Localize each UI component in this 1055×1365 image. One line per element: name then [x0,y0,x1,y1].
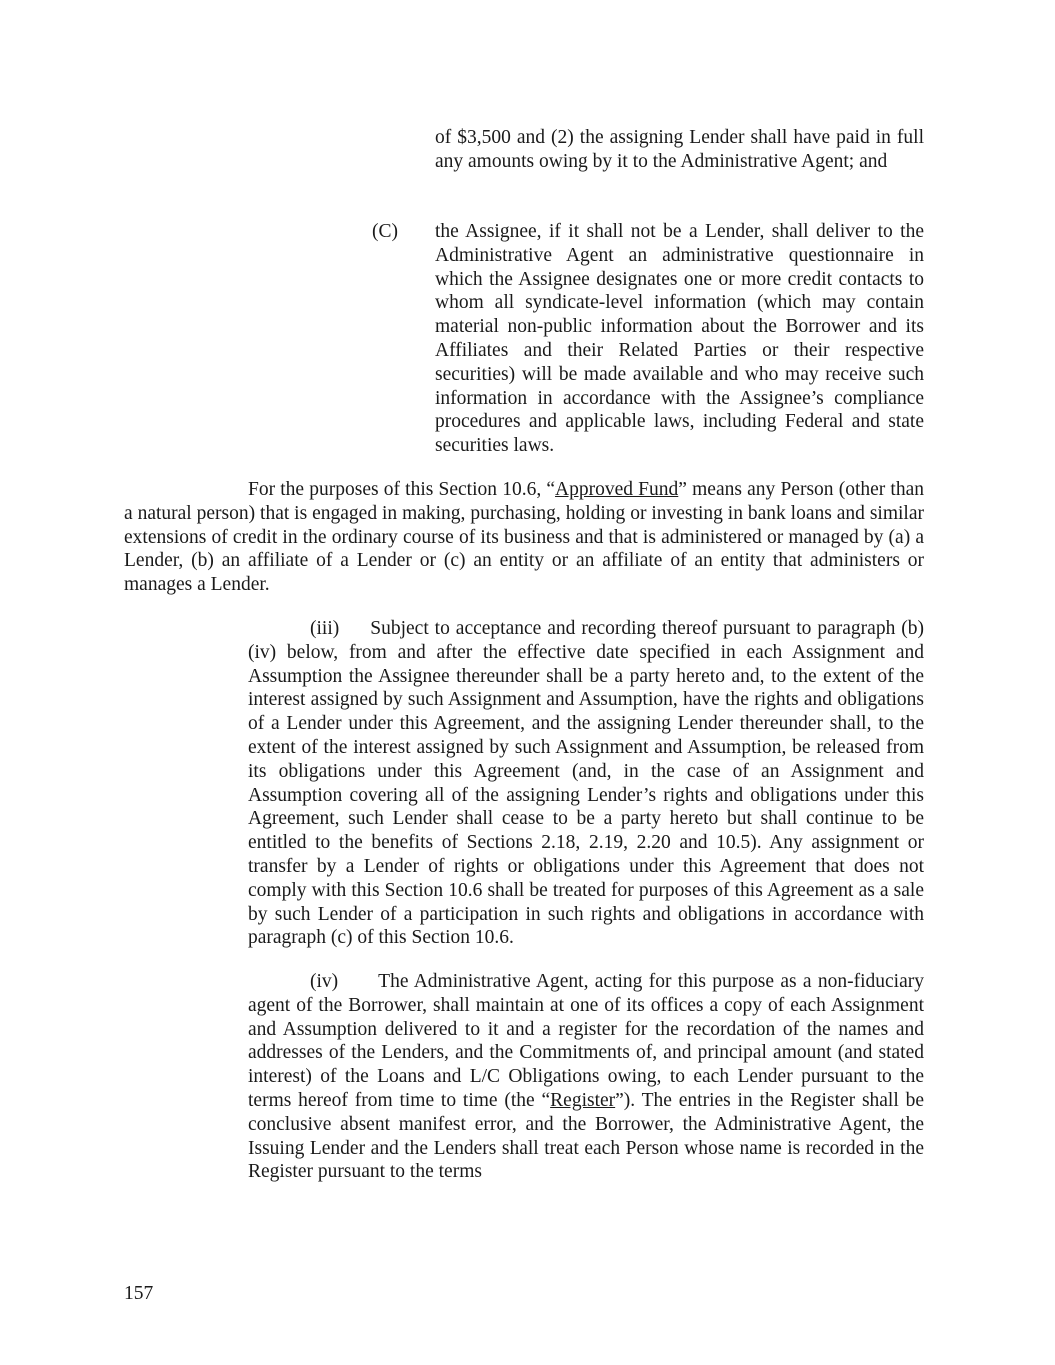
register-term: Register [550,1089,616,1111]
paragraph-iv-text-before: The Administrative Agent, acting for this purpose as a non-fiduciary agent of the Borrower, shall maintain at one of its offices a copy of each Assignment and Assumption delivered to it and a register for the recordation of the names and addresses of the Lenders, and the Commitments of, and principal amount (and stated interest) of the Loans and L/C Obligations owing, to each Lender pursuant to the terms hereof from time to time (the “ [248,971,924,1111]
approved-fund-text-before: For the purposes of this Section 10.6, “ [248,479,556,500]
clause-c-label: (C) [372,221,398,242]
paragraph-iii-text: Subject to acceptance and recording thereof pursuant to paragraph (b)(iv) below, from and after the effective date specified in each Assignment and Assumption the Assignee thereunder shall be a party hereto and, to the extent of the interest assigned by such Assignment and Assumption, have the rights and obligations of a Lender under this Agreement, and the assigning Lender thereunder shall, to the extent of the interest assigned by such Assignment and Assumption, be released from its obligations under this Agreement (and, in the case of an Assignment and Assumption covering all of the assigning Lender’s rights and obligations under this Agreement, such Lender shall cease to be a party hereto but shall continue to be entitled to the benefits of Sections 2.18, 2.19, 2.20 and 10.5). Any assignment or transfer by a Lender of rights or obligations under this Agreement that does not comply with this Section 10.6 shall be treated for purposes of this Agreement as a sale by such Lender of a participation in such rights and obligations in accordance with paragraph (c) of this Section 10.6. [248,618,924,949]
clause-c-body: the Assignee, if it shall not be a Lender, shall deliver to the Administrative Agent an administrative questionnaire in which the Assignee designates one or more credit contacts to whom all syndicate-level information (which may contain material non-public information about the Borrower and its Affiliates and their Related Parties or their respective securities) will be made available and who may receive such information in accordance with the Assignee’s compliance procedures and applicable laws, including Federal and state securities laws. [435,221,924,457]
paragraph-iv-label: (iv) [310,971,339,992]
paragraph-iii [248,617,924,950]
paragraph-iii-label: (iii) [310,618,340,639]
approved-fund-term: Approved Fund [555,479,679,500]
approved-fund-text-after: ” means any Person (other than a natural person) that is engaged in making, purchasing, holding or investing in bank loans and similar extensions of credit in the ordinary course of its business and that is administered or managed by (a) a Lender, (b) an affiliate of a Lender or (c) an entity or an affiliate of an entity that administers or manages a Lender. [124,479,925,596]
paragraph-iv [248,970,924,1184]
approved-fund-paragraph [124,478,924,597]
clause-b-continuation-text: of $3,500 and (2) the assigning Lender shall have paid in full any amounts owing by it to the Administrative Agent; and [435,127,924,172]
clause-b-continuation [435,126,924,174]
paragraph-iv-text-after: ”). The entries in the Register shall be conclusive absent manifest error, and the Borrower, the Administrative Agent, the Issuing Lender and the Lenders shall treat each Person whose name is recorded in the Register pursuant to the terms [248,1089,924,1183]
page-number: 157 [124,1283,154,1304]
clause-c-text [435,220,924,458]
